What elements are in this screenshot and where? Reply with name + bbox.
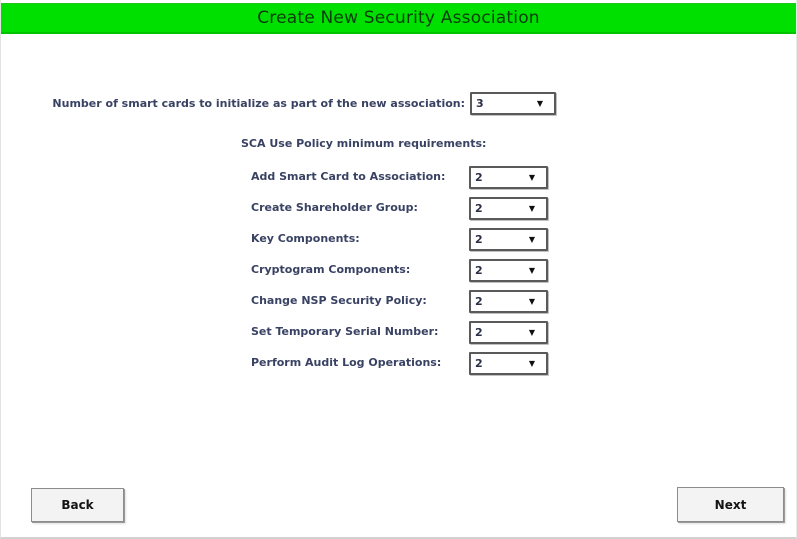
smart-card-count-label: Number of smart cards to initialize as part of the new association: — [52, 97, 465, 110]
set-temporary-serial-label: Set Temporary Serial Number: — [251, 325, 439, 338]
next-button[interactable]: Next — [677, 487, 784, 522]
dropdown-arrow-icon: ▼ — [536, 99, 543, 108]
set-temporary-serial-select[interactable] — [469, 321, 548, 344]
key-components-value: 2 — [475, 233, 483, 246]
create-shareholder-group-label: Create Shareholder Group: — [251, 201, 418, 214]
audit-log-operations-value: 2 — [475, 357, 483, 370]
add-smart-card-value: 2 — [475, 171, 483, 184]
dropdown-arrow-icon: ▼ — [528, 235, 535, 244]
smart-card-count-select[interactable] — [470, 92, 556, 115]
cryptogram-components-select[interactable] — [469, 259, 548, 282]
set-temporary-serial-value: 2 — [475, 326, 483, 339]
add-smart-card-label: Add Smart Card to Association: — [251, 170, 446, 183]
audit-log-operations-label: Perform Audit Log Operations: — [251, 356, 442, 369]
change-nsp-policy-label: Change NSP Security Policy: — [251, 294, 427, 307]
add-smart-card-select[interactable] — [469, 166, 548, 189]
key-components-select[interactable] — [469, 228, 548, 251]
dropdown-arrow-icon: ▼ — [528, 328, 535, 337]
cryptogram-components-value: 2 — [475, 264, 483, 277]
title-bar — [1, 3, 796, 34]
key-components-label: Key Components: — [251, 232, 360, 245]
page-title: Create New Security Association — [257, 8, 540, 28]
policy-section-heading: SCA Use Policy minimum requirements: — [241, 137, 487, 150]
change-nsp-policy-select[interactable] — [469, 290, 548, 313]
dropdown-arrow-icon: ▼ — [528, 359, 535, 368]
cryptogram-components-label: Cryptogram Components: — [251, 263, 411, 276]
change-nsp-policy-value: 2 — [475, 295, 483, 308]
dropdown-arrow-icon: ▼ — [528, 297, 535, 306]
create-shareholder-group-select[interactable] — [469, 197, 548, 220]
back-button[interactable]: Back — [31, 488, 124, 522]
dropdown-arrow-icon: ▼ — [528, 204, 535, 213]
smart-card-count-value: 3 — [476, 97, 484, 110]
dropdown-arrow-icon: ▼ — [528, 266, 535, 275]
dropdown-arrow-icon: ▼ — [528, 173, 535, 182]
audit-log-operations-select[interactable] — [469, 352, 548, 375]
create-shareholder-group-value: 2 — [475, 202, 483, 215]
